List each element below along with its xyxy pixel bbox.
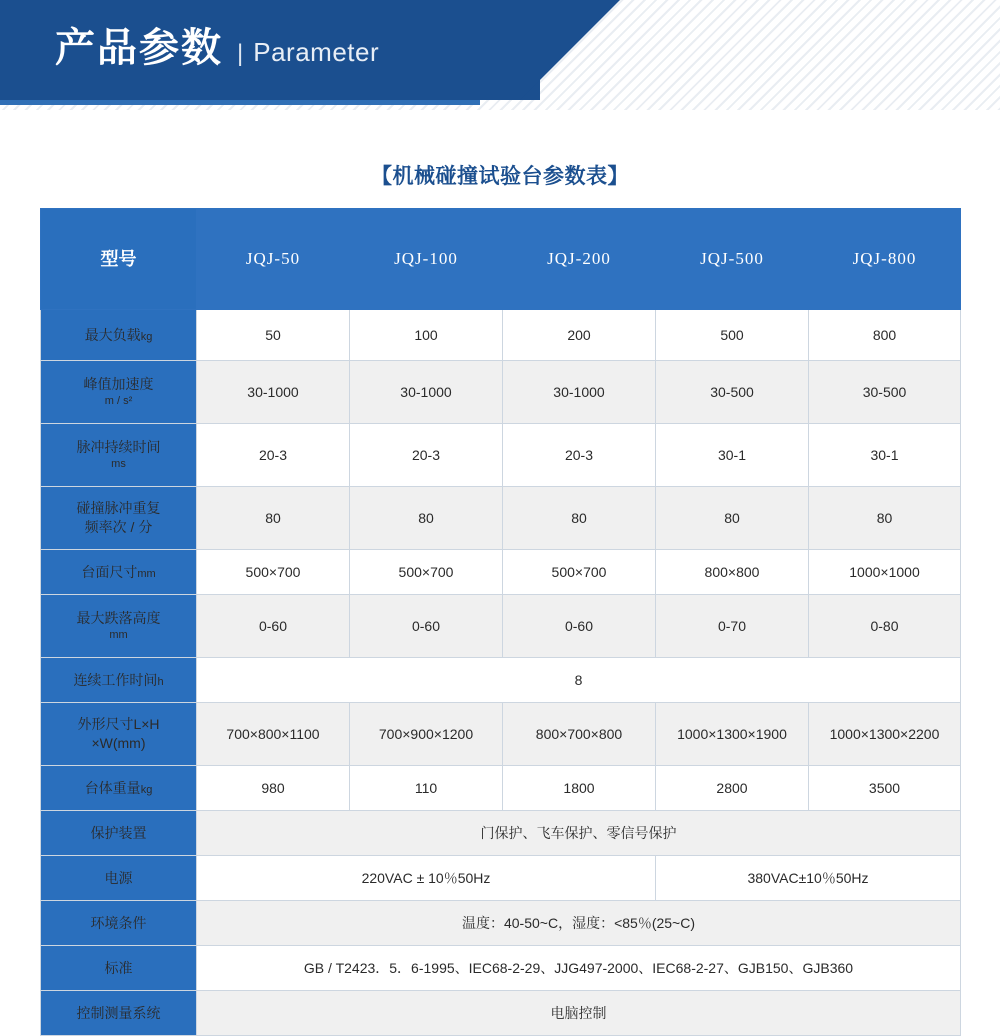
- table-row: [41, 487, 961, 550]
- header-model-1: JQJ-50: [197, 209, 350, 310]
- table-row: [41, 424, 961, 487]
- cell: 30-1: [656, 424, 809, 487]
- row-label-text: 外形尺寸L×H: [77, 716, 160, 733]
- table-header-row: [41, 209, 961, 310]
- row-label-text: 台体重量: [84, 779, 141, 796]
- header-model-4: JQJ-500: [656, 209, 809, 310]
- row-label: [41, 487, 197, 550]
- table-row: [41, 901, 961, 946]
- row-label: [41, 361, 197, 424]
- banner-title-en: Parameter: [253, 37, 380, 67]
- row-label-unit: kg: [140, 783, 153, 796]
- cell: 0-80: [809, 595, 961, 658]
- banner-accent-bar: [0, 100, 480, 105]
- cell: 30-1000: [350, 361, 503, 424]
- cell: 0-60: [197, 595, 350, 658]
- cell: 80: [809, 487, 961, 550]
- header-model-2: JQJ-100: [350, 209, 503, 310]
- cell: 0-60: [503, 595, 656, 658]
- page-banner: [0, 0, 1000, 110]
- banner-heading: [55, 28, 379, 68]
- cell: 100: [350, 310, 503, 361]
- row-label: [41, 424, 197, 487]
- cell: 30-1: [809, 424, 961, 487]
- table-row: [41, 946, 961, 991]
- row-label-unit: kg: [140, 330, 153, 343]
- cell: 80: [350, 487, 503, 550]
- table-row: [41, 856, 961, 901]
- cell: 1000×1000: [809, 550, 961, 595]
- row-label-text: 最大跌落高度: [76, 610, 161, 627]
- row-label: [41, 550, 197, 595]
- table-row: [41, 595, 961, 658]
- cell: 30-1000: [197, 361, 350, 424]
- cell: 3500: [809, 766, 961, 811]
- row-label: [41, 766, 197, 811]
- cell: 0-70: [656, 595, 809, 658]
- spec-table: [40, 208, 961, 1036]
- row-label: [41, 595, 197, 658]
- cell: 980: [197, 766, 350, 811]
- cell: 2800: [656, 766, 809, 811]
- table-row: [41, 991, 961, 1036]
- header-model-3: JQJ-200: [503, 209, 656, 310]
- row-label-text: 峰值加速度: [83, 376, 154, 393]
- cell-span: GB / T2423．5．6-1995、IEC68-2-29、JJG497-2000、IEC68-2-27、GJB150、GJB360: [197, 946, 961, 991]
- row-label: 电源: [41, 856, 197, 901]
- cell: 1000×1300×1900: [656, 703, 809, 766]
- header-model-5: JQJ-800: [809, 209, 961, 310]
- table-row: [41, 703, 961, 766]
- row-label-text: 连续工作时间: [73, 671, 158, 688]
- cell: 0-60: [350, 595, 503, 658]
- cell: 700×800×1100: [197, 703, 350, 766]
- row-label: 环境条件: [41, 901, 197, 946]
- cell: 500: [656, 310, 809, 361]
- row-label-unit: 频率次 / 分: [84, 519, 153, 535]
- cell-span: 8: [197, 658, 961, 703]
- cell: 200: [503, 310, 656, 361]
- cell: 30-500: [656, 361, 809, 424]
- table-caption: 【机械碰撞试验台参数表】: [371, 165, 629, 188]
- cell: 500×700: [503, 550, 656, 595]
- cell-span: 温度：40-50~C，湿度：<85％(25~C): [197, 901, 961, 946]
- table-row: [41, 811, 961, 856]
- cell: 50: [197, 310, 350, 361]
- cell: 20-3: [350, 424, 503, 487]
- cell-span: 电脑控制: [197, 991, 961, 1036]
- cell: 800: [809, 310, 961, 361]
- cell: 80: [503, 487, 656, 550]
- row-label-unit: ms: [111, 458, 126, 471]
- row-label-unit: h: [157, 675, 164, 688]
- cell: 1800: [503, 766, 656, 811]
- cell: 20-3: [503, 424, 656, 487]
- cell: 700×900×1200: [350, 703, 503, 766]
- cell: 500×700: [350, 550, 503, 595]
- cell: 800×800: [656, 550, 809, 595]
- spec-table-wrapper: [40, 208, 960, 1036]
- header-label-cell: 型号: [41, 209, 197, 310]
- cell: 500×700: [197, 550, 350, 595]
- row-label: [41, 310, 197, 361]
- cell: 80: [656, 487, 809, 550]
- cell: 1000×1300×2200: [809, 703, 961, 766]
- cell-span: 门保护、飞车保护、零信号保护: [197, 811, 961, 856]
- table-row: [41, 766, 961, 811]
- cell-span-left: 220VAC ± 10％50Hz: [197, 856, 656, 901]
- row-label: 保护装置: [41, 811, 197, 856]
- row-label-text: 脉冲持续时间: [76, 439, 161, 456]
- row-label-unit: ×W(mm): [91, 735, 146, 751]
- cell: 30-500: [809, 361, 961, 424]
- row-label-text: 台面尺寸: [81, 563, 138, 580]
- row-label-text: 最大负载: [84, 326, 141, 343]
- cell: 30-1000: [503, 361, 656, 424]
- row-label-unit: mm: [137, 567, 156, 580]
- row-label: 标准: [41, 946, 197, 991]
- table-row: [41, 310, 961, 361]
- cell: 110: [350, 766, 503, 811]
- cell: 80: [197, 487, 350, 550]
- row-label-text: 碰撞脉冲重复: [76, 500, 161, 517]
- row-label-unit: m / s²: [104, 395, 133, 408]
- cell-span-right: 380VAC±10％50Hz: [656, 856, 961, 901]
- row-label: 控制测量系统: [41, 991, 197, 1036]
- banner-separator: |: [237, 40, 244, 67]
- table-row: [41, 550, 961, 595]
- table-row: [41, 361, 961, 424]
- row-label: [41, 658, 197, 703]
- row-label: [41, 703, 197, 766]
- table-row: [41, 658, 961, 703]
- row-label-unit: mm: [109, 629, 128, 642]
- cell: 20-3: [197, 424, 350, 487]
- cell: 800×700×800: [503, 703, 656, 766]
- banner-title-cn: 产品参数: [55, 26, 223, 70]
